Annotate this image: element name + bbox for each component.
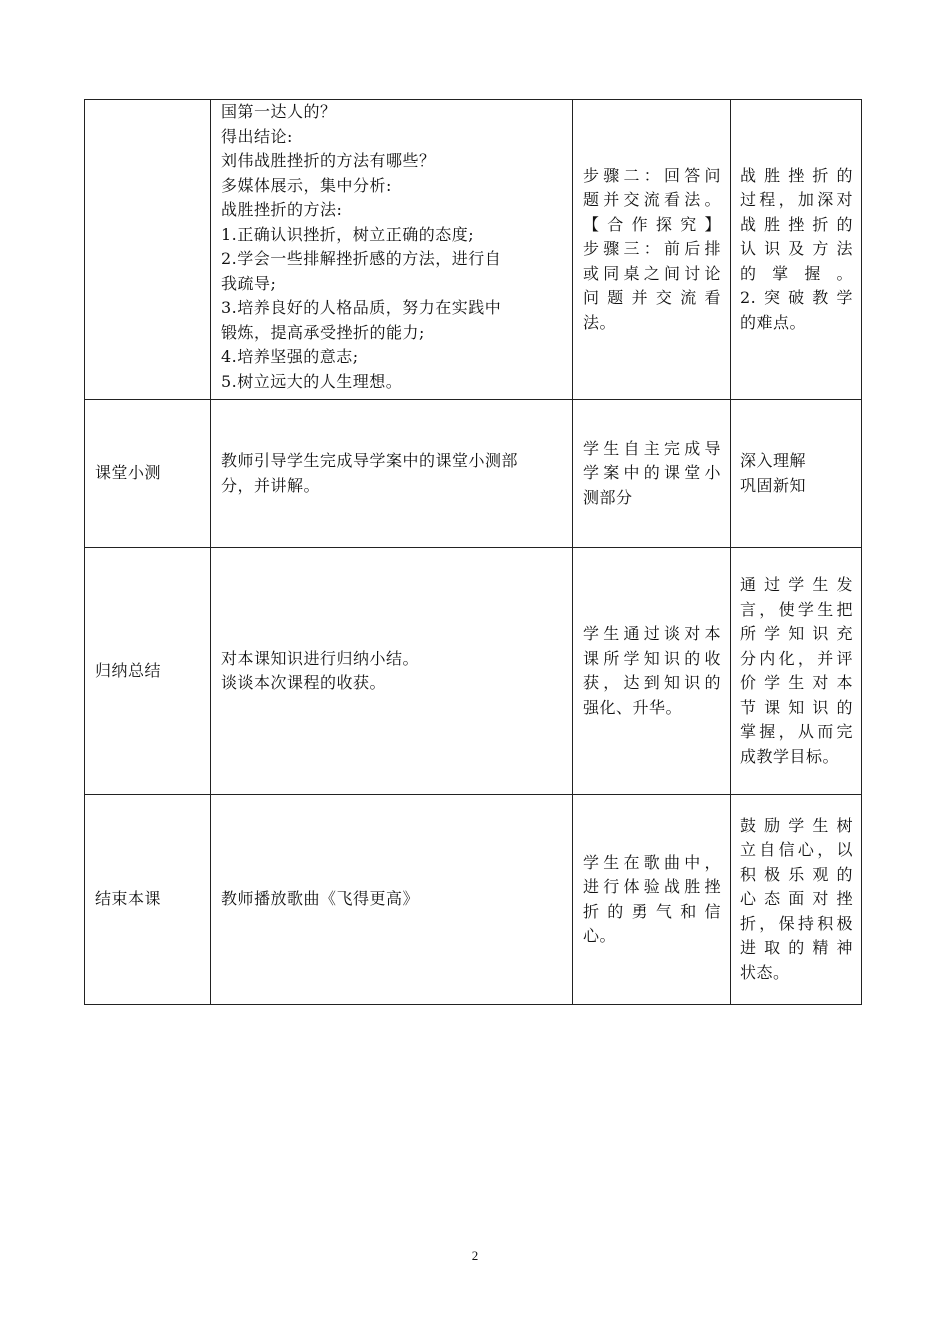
cell-text-line: 进行体验战胜挫	[583, 877, 721, 896]
cell-text-line: 步骤三：前后排	[583, 239, 721, 259]
cell-text-line: 言，使学生把	[740, 599, 853, 619]
cell-text-line: 2.突破教学	[740, 288, 853, 308]
design-intent-cell	[731, 548, 862, 795]
student-activity-cell	[573, 100, 731, 400]
stage-cell	[85, 100, 211, 400]
cell-text-line: 4.培养坚强的意志;	[221, 347, 359, 366]
cell-text-line: 题并交流看法。	[583, 190, 721, 210]
cell-text-line: 我疏导;	[221, 273, 277, 293]
cell-text-line: 过程，加深对	[740, 190, 853, 210]
cell-text-line: 刘伟战胜挫折的方法有哪些？	[221, 151, 436, 170]
cell-text-line: 积极乐观的	[740, 864, 853, 884]
cell-text-line: 步骤二：回答问	[583, 165, 721, 185]
cell-text-line: 锻炼，提高承受挫折的能力;	[221, 322, 425, 342]
design-intent-cell	[731, 400, 862, 548]
student-activity-cell	[573, 400, 731, 548]
table-row	[85, 100, 862, 400]
cell-text-line: 5.树立远大的人生理想。	[221, 371, 403, 391]
cell-text-line: 深入理解	[740, 451, 807, 470]
cell-text-line: 的难点。	[740, 312, 807, 332]
cell-text-line: 1.正确认识挫折，树立正确的态度;	[221, 224, 475, 244]
cell-text-line: 巩固新知	[740, 475, 807, 495]
cell-text-line: 2.学会一些排解挫折感的方法，进行自	[221, 249, 502, 268]
lesson-plan-table	[84, 99, 862, 1005]
cell-text-line: 问题并交流看	[583, 288, 721, 308]
cell-text-line: 战胜挫折的	[740, 214, 853, 234]
cell-text-line: 国第一达人的？	[221, 102, 337, 121]
cell-text-line: 或同桌之间讨论	[583, 263, 721, 283]
cell-text-line: 心。	[583, 926, 617, 945]
cell-text-line: 分，并讲解。	[221, 475, 321, 495]
teacher-activity-cell	[211, 100, 573, 400]
cell-text-line: 立自信心，以	[740, 840, 853, 860]
cell-text-line: 学生在歌曲中，	[583, 852, 721, 872]
table-row	[85, 400, 862, 548]
cell-text-line: 教师播放歌曲《飞得更高》	[221, 889, 420, 909]
cell-text-line: 谈谈本次课程的收获。	[221, 673, 387, 692]
cell-text-line: 学案中的课堂小	[583, 463, 721, 483]
cell-text-line: 课所学知识的收	[583, 648, 721, 668]
cell-text-line: 【合作探究】	[583, 214, 721, 234]
cell-text-line: 3.培养良好的人格品质，努力在实践中	[221, 298, 502, 317]
cell-text-line: 法。	[583, 312, 617, 332]
cell-text-line: 进取的精神	[740, 938, 853, 958]
cell-text-line: 成教学目标。	[740, 746, 840, 766]
cell-text-line: 节课知识的	[740, 697, 853, 717]
cell-text-line: 多媒体展示，集中分析:	[221, 175, 392, 195]
cell-text-line: 折，保持积极	[740, 913, 853, 933]
cell-text-line: 鼓励学生树	[740, 815, 853, 835]
cell-text-line: 测部分	[583, 487, 633, 507]
page-number: 2	[471, 1248, 479, 1263]
cell-text-line: 强化、升华。	[583, 697, 683, 717]
stage-cell: 课堂小测	[85, 400, 211, 548]
student-activity-cell	[573, 548, 731, 795]
cell-text-line: 认识及方法	[740, 239, 853, 259]
teacher-activity-cell	[211, 795, 573, 1005]
design-intent-cell	[731, 100, 862, 400]
teacher-activity-cell	[211, 400, 573, 548]
cell-text-line: 所学知识充	[740, 624, 853, 643]
cell-text-line: 得出结论:	[221, 126, 293, 146]
cell-text-line: 学生通过谈对本	[583, 624, 721, 643]
stage-cell: 归纳总结	[85, 548, 211, 795]
cell-text-line: 价学生对本	[740, 673, 853, 692]
cell-text-line: 教师引导学生完成导学案中的课堂小测部	[221, 451, 519, 470]
cell-text-line: 学生自主完成导	[583, 438, 721, 458]
cell-text-line: 分内化，并评	[740, 648, 853, 668]
cell-text-line: 状态。	[740, 962, 790, 982]
teacher-activity-cell	[211, 548, 573, 795]
stage-cell: 结束本课	[85, 795, 211, 1005]
table-row	[85, 548, 862, 795]
cell-text-line: 对本课知识进行归纳小结。	[221, 648, 420, 668]
cell-text-line: 战胜挫折的方法:	[221, 200, 343, 219]
student-activity-cell	[573, 795, 731, 1005]
cell-text-line: 的掌握。	[740, 263, 853, 283]
cell-text-line: 通过学生发	[740, 575, 853, 594]
cell-text-line: 折的勇气和信	[583, 901, 721, 921]
design-intent-cell	[731, 795, 862, 1005]
cell-text-line: 战胜挫折的	[740, 165, 853, 185]
cell-text-line: 掌握，从而完	[740, 722, 853, 741]
cell-text-line: 心态面对挫	[740, 889, 853, 909]
table-row	[85, 795, 862, 1005]
cell-text-line: 获，达到知识的	[583, 673, 721, 692]
